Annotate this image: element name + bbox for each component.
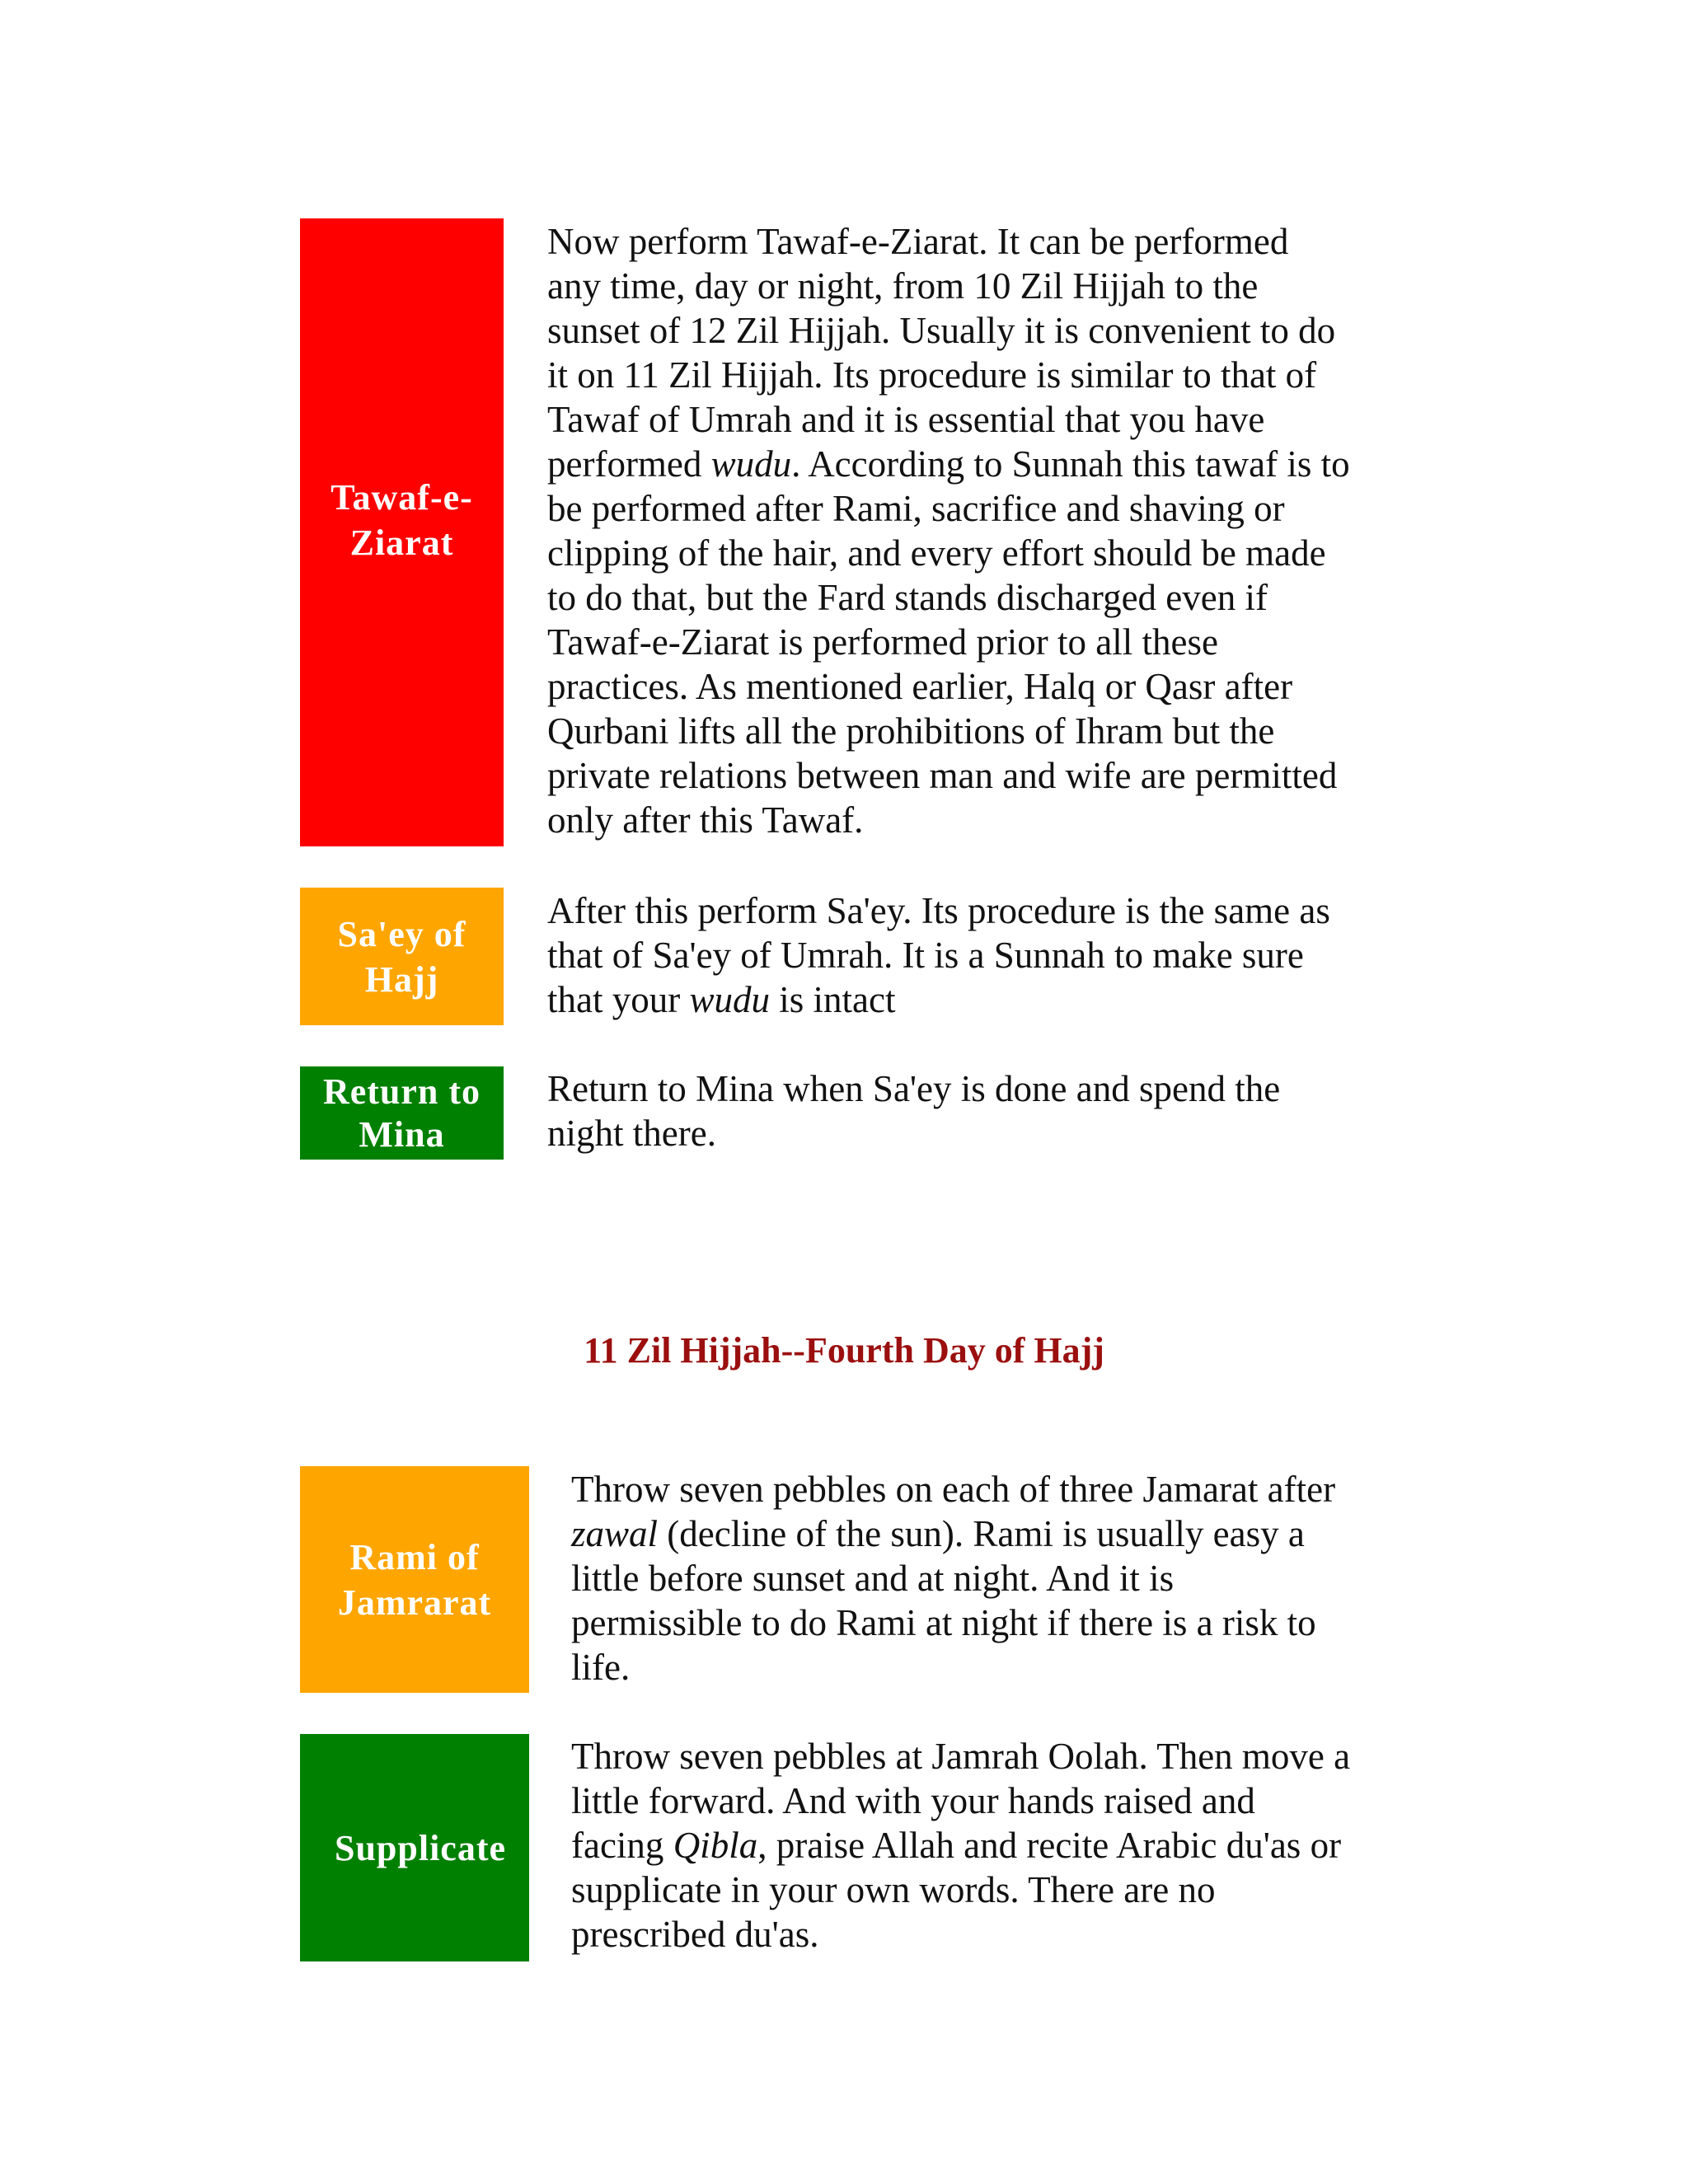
italic-term: Qibla xyxy=(673,1825,758,1866)
step-description-return-to-mina xyxy=(547,1066,1280,1155)
text-line: that of Sa'ey of Umrah. It is a Sunnah to make sure xyxy=(547,935,1304,976)
section-heading: 11 Zil Hijjah--Fourth Day of Hajj xyxy=(584,1330,1104,1371)
text-line: zawal (decline of the sun). Rami is usually easy a xyxy=(571,1513,1305,1554)
italic-term: wudu xyxy=(689,979,770,1020)
text-line: be performed after Rami, sacrifice and shaving or xyxy=(547,488,1285,529)
text-line: it on 11 Zil Hijjah. Its procedure is similar to that of xyxy=(547,354,1317,396)
step-description-saey-of-hajj xyxy=(547,888,1330,1022)
text-line: Qurbani lifts all the prohibitions of Ihram but the xyxy=(547,710,1275,752)
italic-term: wudu xyxy=(710,443,792,485)
text-line: private relations between man and wife are permitted xyxy=(547,755,1338,796)
text-line: night there. xyxy=(547,1113,716,1154)
step-label-saey-of-hajj xyxy=(300,888,504,1025)
step-label-tawaf-e-ziarat xyxy=(300,218,504,846)
text-line: only after this Tawaf. xyxy=(547,799,864,841)
text-line: Return to Mina when Sa'ey is done and spend the xyxy=(547,1068,1281,1109)
text-line: that your wudu is intact xyxy=(547,979,896,1020)
step-label-text: Return to Mina xyxy=(322,1071,481,1155)
text-line: After this perform Sa'ey. Its procedure is the same as xyxy=(547,890,1330,931)
text-line: permissible to do Rami at night if there is a risk to xyxy=(571,1602,1316,1643)
italic-term: zawal xyxy=(571,1513,659,1554)
step-description-rami-of-jamrarat xyxy=(571,1467,1335,1690)
text-line: Tawaf of Umrah and it is essential that you have xyxy=(547,399,1265,440)
step-label-text: Rami of Jamrarat xyxy=(337,1536,492,1623)
step-label-text: Sa'ey of Hajj xyxy=(337,913,467,1000)
step-label-text: Supplicate xyxy=(334,1827,507,1868)
text-line: Now perform Tawaf-e-Ziarat. It can be performed xyxy=(547,221,1289,262)
step-label-return-to-mina xyxy=(300,1066,504,1160)
text-line: prescribed du'as. xyxy=(571,1914,819,1955)
text-line: little before sunset and at night. And it is xyxy=(571,1558,1175,1599)
step-label-text: Tawaf-e- Ziarat xyxy=(331,477,473,563)
text-line: sunset of 12 Zil Hijjah. Usually it is convenient to do xyxy=(547,310,1336,351)
text-line: Throw seven pebbles at Jamrah Oolah. Then move a xyxy=(571,1736,1351,1777)
text-line: performed wudu. According to Sunnah this tawaf is to xyxy=(547,443,1350,485)
text-line: clipping of the hair, and every effort should be made xyxy=(547,532,1326,574)
text-line: supplicate in your own words. There are no xyxy=(571,1869,1216,1910)
text-line: facing Qibla, praise Allah and recite Arabic du'as or xyxy=(571,1825,1342,1866)
text-line: Tawaf-e-Ziarat is performed prior to all these xyxy=(547,621,1218,663)
text-line: practices. As mentioned earlier, Halq or Qasr after xyxy=(547,666,1293,707)
text-line: Throw seven pebbles on each of three Jamarat after xyxy=(571,1469,1336,1510)
text-line: to do that, but the Fard stands discharged even if xyxy=(547,577,1268,618)
step-description-supplicate xyxy=(571,1734,1350,1957)
text-line: life. xyxy=(571,1647,631,1688)
text-line: any time, day or night, from 10 Zil Hijjah to the xyxy=(547,265,1259,307)
step-description-tawaf-e-ziarat xyxy=(547,219,1350,842)
step-label-supplicate xyxy=(300,1734,529,1961)
text-line: little forward. And with your hands raised and xyxy=(571,1780,1255,1821)
step-label-rami-of-jamrarat xyxy=(300,1466,529,1693)
